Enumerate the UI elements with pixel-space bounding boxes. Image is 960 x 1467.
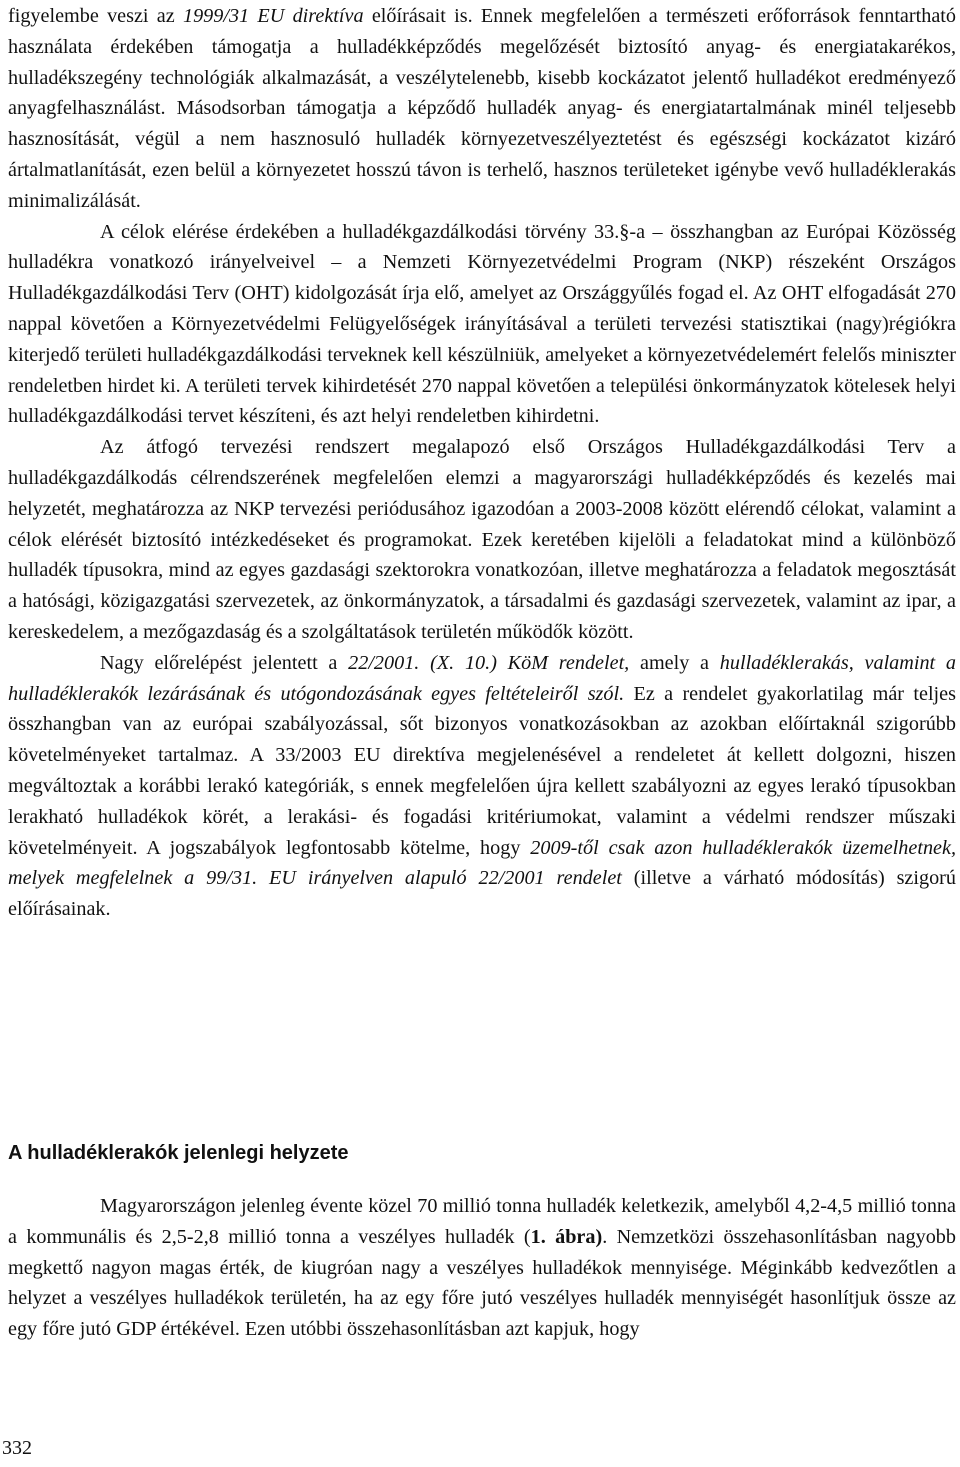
text-run: hulladéklerakás, valamint a hulladéklerakók lezárásának és utógondozásának egyes feltételeiről szól. <box>8 651 957 705</box>
paragraph-p4 <box>8 648 956 925</box>
text-run: 2009-től csak azon hulladéklerakók üzemelhetnek, melyek megfelelnek a 99/31. EU irányelven alapuló 22/2001 rendelet <box>8 836 957 890</box>
text-run: előírásait is. Ennek megfelelően a természeti erőforrások fenntartható használata érdekében támogatja a hulladékképződés megelőzését biztosító anyag- és energiatakarékos, hulladékszegény technológiák alkalmazását, a veszélytelenebb, kisebb kockázatot jelentő hulladékot eredményező anyagfelhasználást. Másodsorban támogatja a képződő hulladék anyag- és energiatartalmának minél teljesebb hasznosítását, végül a nem hasznosuló hulladék környezetveszélyeztetést és egészségi kockázatot kizáró ártalmatlanítását, ezen belül a környezetet hosszú távon is terhelő, hasznos területeket igénybe vevő hulladéklerakás minimalizálását. <box>8 5 956 212</box>
paragraph-p5 <box>8 1191 956 1345</box>
paragraph-p2 <box>8 217 956 433</box>
body-text-section-2 <box>8 1191 956 1345</box>
text-run: figyelembe veszi az <box>8 5 183 27</box>
text-run: 1. ábra) <box>530 1225 603 1248</box>
text-run: Magyarországon jelenleg évente közel 70 millió tonna hulladék keletkezik, amelyből 4,2-4,5 millió tonna a kommunális és 2,5-2,8 millió tonna a veszélyes hulladék ( <box>8 1195 956 1248</box>
text-run: Nagy előrelépést jelentett a <box>100 651 349 674</box>
section-heading: A hulladéklerakók jelenlegi helyzete <box>8 1142 349 1164</box>
paragraph-p3 <box>8 432 956 648</box>
text-run: (illetve a várható módosítás) szigorú előírásainak. <box>8 867 956 921</box>
paragraph-p1 <box>8 1 956 217</box>
text-run: 22/2001. (X. 10.) KöM rendelet, <box>348 651 630 674</box>
page-number: 332 <box>2 1437 32 1459</box>
text-run: A célok elérése érdekében a hulladékgazdálkodási törvény 33.§-a – összhangban az Európai Közösség hulladékra vonatkozó irányelveivel – a Nemzeti Környezetvédelmi Program (NKP) részeként Országos Hulladékgazdálkodási Terv (OHT) kidolgozását írja elő, amelyet az Országgyűlés fogad el. Az OHT elfogadását 270 nappal követően a Környezetvédelmi Felügyelőségek irányításával a területi tervezési statisztikai (nagy)régiókra kiterjedő területi hulladékgazdálkodási terveknek kell készülniük, amelyeket a környezetvédelemért felelős miniszter rendeletben hirdet ki. A területi tervek kihirdetését 270 nappal követően a települési önkormányzatok kötelesek helyi hulladékgazdálkodási tervet készíteni, és azt helyi rendeletben kihirdetni. <box>8 220 956 428</box>
text-run: . Nemzetközi összehasonlításban nagyobb megkettő nagyon magas érték, de kiugróan nagy a veszélyes hulladékok mennyisége. Méginkább kedvezőtlen a helyzet a veszélyes hulladékok területén, ha az egy főre jutó veszélyes hulladék mennyiségét hasonlítjuk össze az egy főre jutó GDP értékével. Ezen utóbbi összehasonlításban azt kapjuk, hogy <box>8 1225 956 1341</box>
body-text-section <box>8 1 956 925</box>
text-run: Az átfogó tervezési rendszert megalapozó első Országos Hulladékgazdálkodási Terv a hulladékgazdálkodás célrendszerének megfelelően elemzi a magyarországi hulladékképződés és kezelés mai helyzetét, meghatározza az NKP tervezési periódusához igazodóan a 2003-2008 között elérendő célokat, valamint a célok elérését biztosító intézkedéseket és programokat. Ezek keretében kijelöli a feladatokat mind a különböző hulladék típusokra, mind az egyes gazdasági szektorokra vonatkozóan, illetve meghatározza a feladatok megosztását a hatósági, közigazgatási szervezetek, az önkormányzatok, a társadalmi és gazdasági szervezetek, valamint az ipar, a kereskedelem, a mezőgazdaság és a szolgáltatások területén működők között. <box>8 436 956 643</box>
text-run: 1999/31 EU direktíva <box>182 5 364 27</box>
text-run: Ez a rendelet gyakorlatilag már teljes összhangban van az európai szabályozással, sőt bizonyos vonatkozásokban az azokban előírtaknál szigorúbb követelményeket tartalmaz. A 33/2003 EU direktíva megjelenésével a rendeletet át kellett dolgozni, hiszen megváltoztak a korábbi lerakó kategóriák, s ennek megfelelően újra kellett szabályozni az egyes lerakó típusokban lerakható hulladékok körét, a lerakási- és fogadási kritériumokat, valamint a védelmi rendszer műszaki követelményeit. A jogszabályok legfontosabb kötelme, hogy <box>8 682 956 859</box>
text-run: amely a <box>629 651 720 674</box>
